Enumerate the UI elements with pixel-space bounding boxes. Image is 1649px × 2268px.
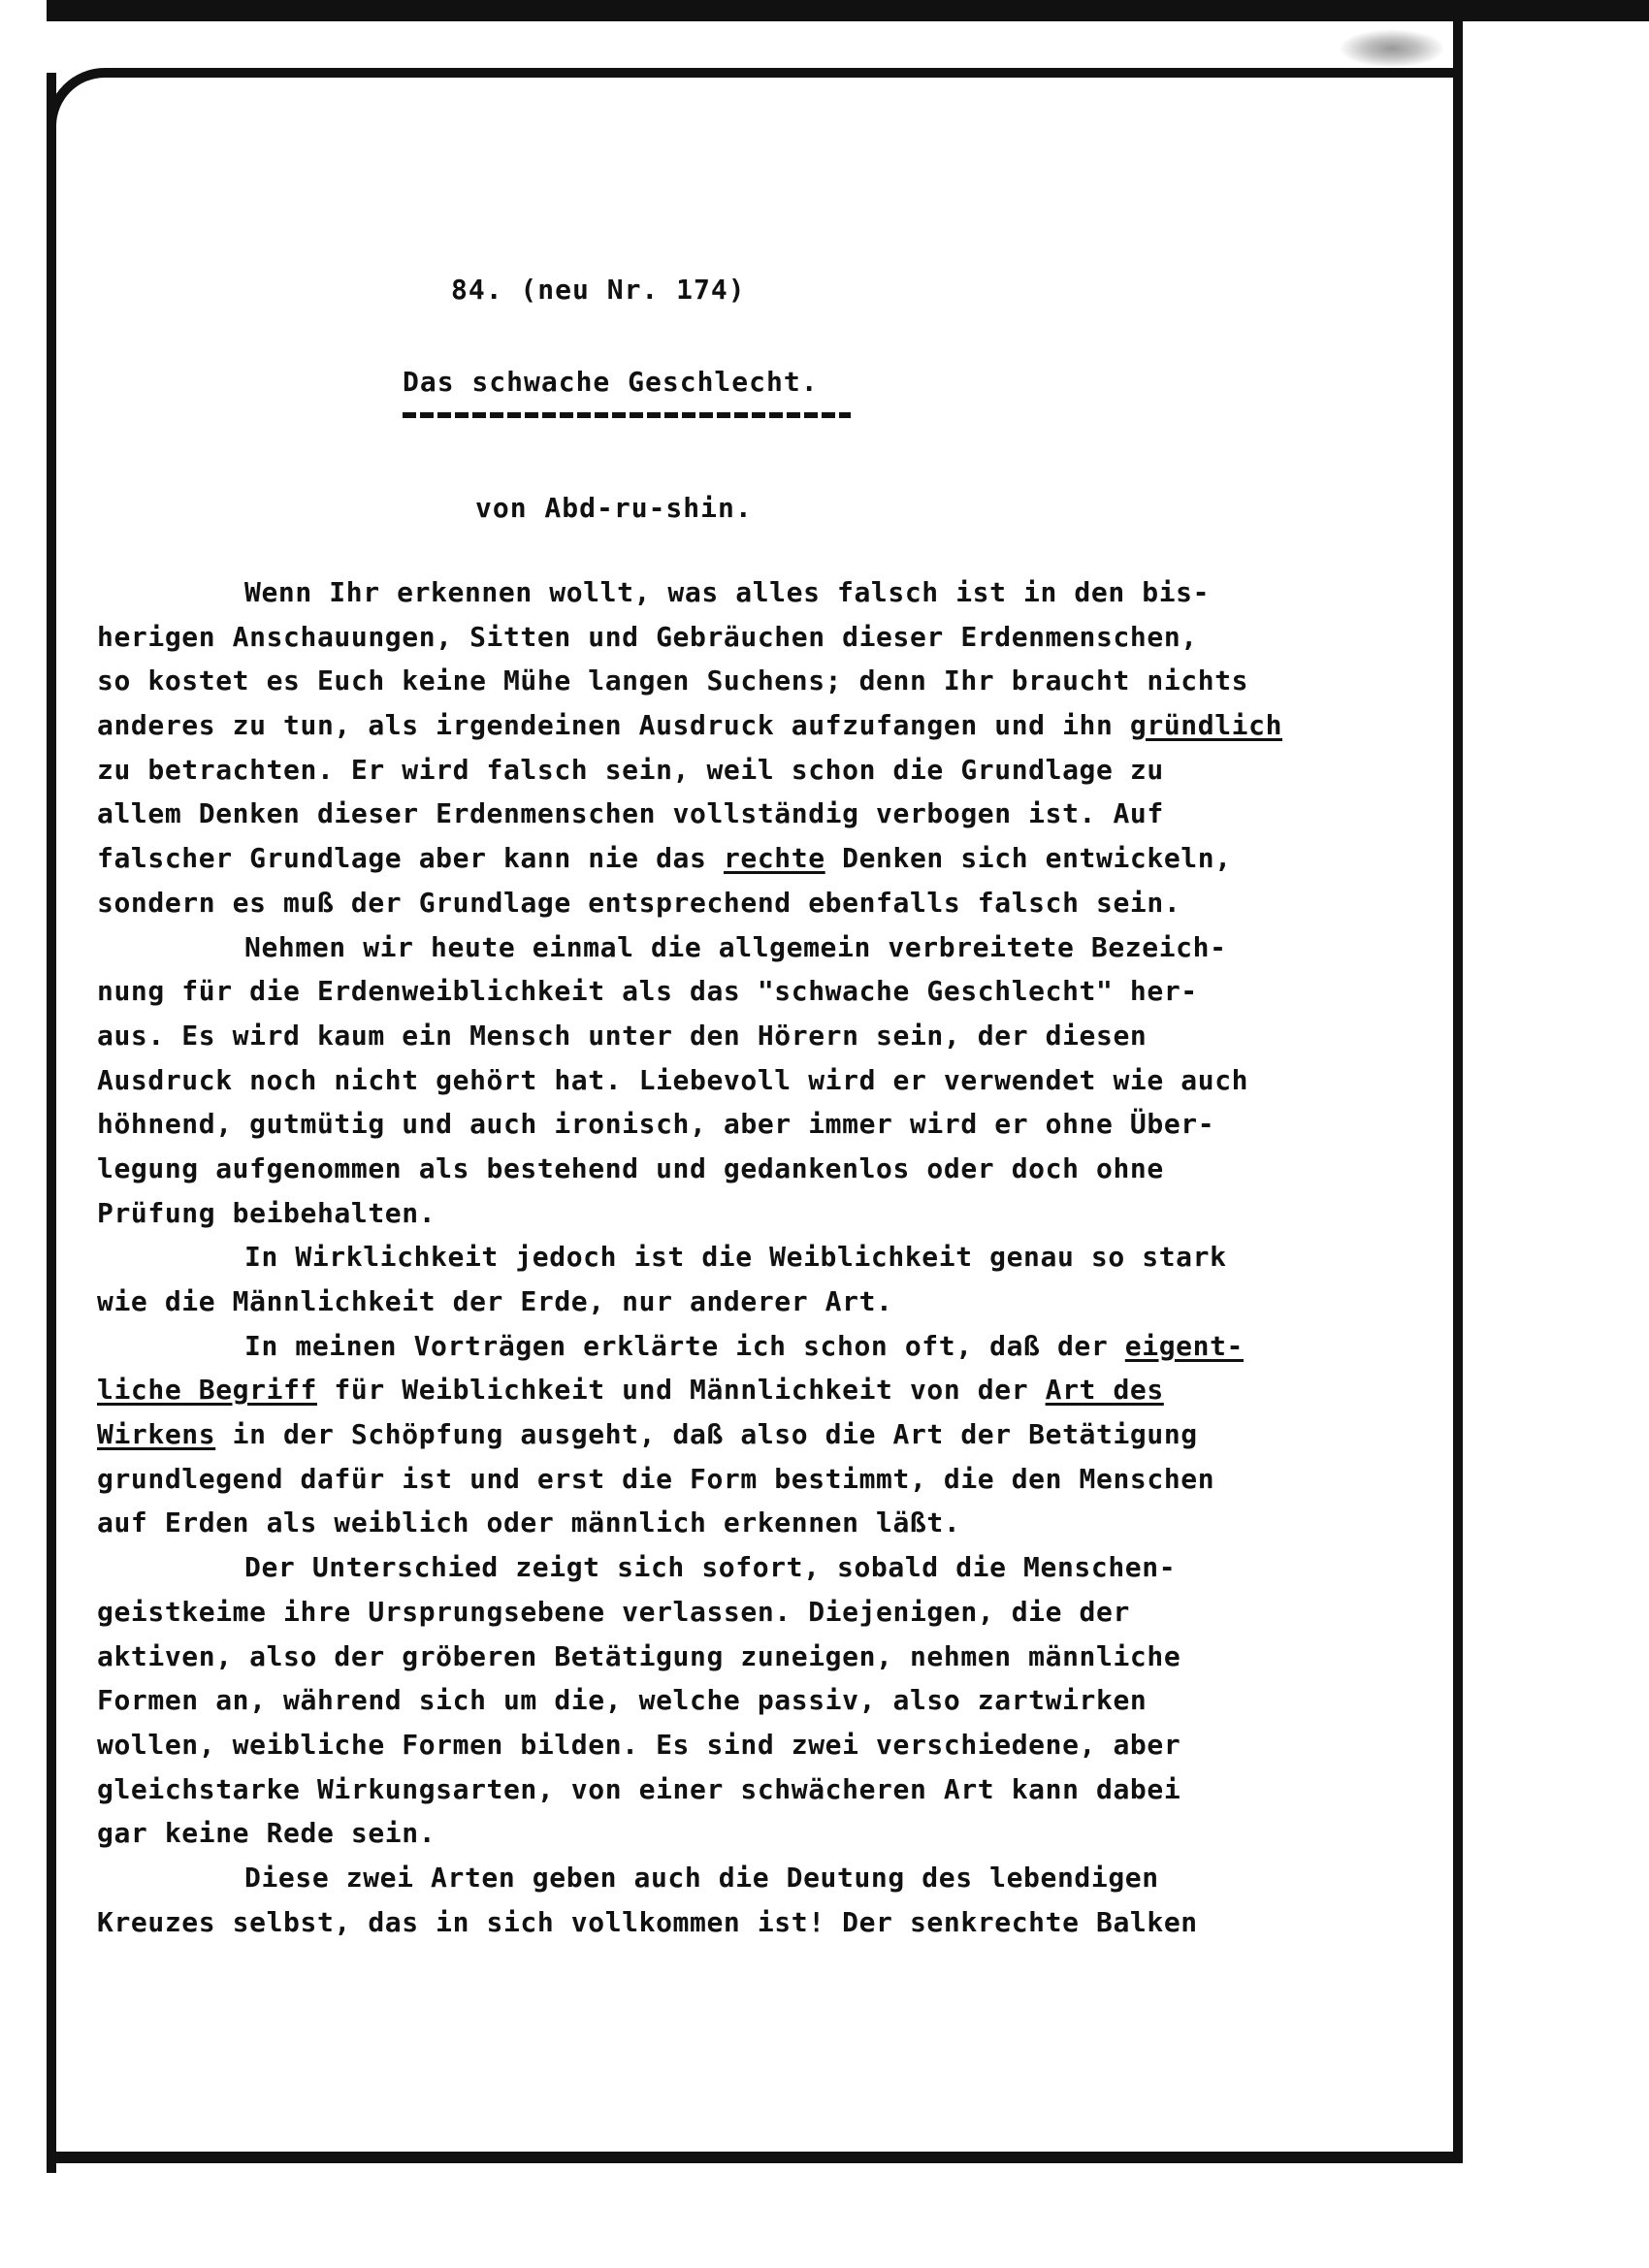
- text-line: [97, 1678, 1455, 1723]
- text-segment: Diese zwei Arten geben auch die Deutung des lebendigen: [244, 1861, 1159, 1894]
- text-segment: Nehmen wir heute einmal die allgemein verbreitete Bezeich-: [244, 930, 1227, 963]
- text-line: [97, 1545, 1455, 1590]
- text-line: [97, 1811, 1455, 1856]
- document-title: Das schwache Geschlecht.: [403, 366, 819, 398]
- text-line: [97, 969, 1455, 1014]
- typewritten-page: [97, 262, 1455, 2105]
- text-line: [97, 1324, 1455, 1369]
- text-segment: aktiven, also der gröberen Betätigung zuneigen, nehmen männliche: [97, 1639, 1181, 1672]
- text-segment: Formen an, während sich um die, welche passiv, also zartwirken: [97, 1684, 1148, 1717]
- scan-left-margin: [0, 0, 47, 2268]
- text-segment: In Wirklichkeit jedoch ist die Weiblichkeit genau so stark: [244, 1241, 1227, 1274]
- underlined-word: gründlich: [1129, 709, 1283, 742]
- text-line: [97, 881, 1455, 925]
- text-segment: wollen, weibliche Formen bilden. Es sind zwei verschiedene, aber: [97, 1728, 1181, 1761]
- scan-right-margin: [1463, 21, 1649, 2268]
- text-line: [97, 615, 1455, 660]
- text-segment: In meinen Vorträgen erklärte ich schon oft, daß der: [244, 1329, 1125, 1362]
- text-line: [97, 836, 1455, 881]
- document-author: von Abd-ru-shin.: [475, 492, 753, 524]
- text-segment: gar keine Rede sein.: [97, 1817, 436, 1850]
- text-line: [97, 1856, 1455, 1900]
- text-line: [97, 1501, 1455, 1545]
- text-segment: in der Schöpfung ausgeht, daß also die Art der Betätigung: [215, 1418, 1198, 1451]
- text-segment: auf Erden als weiblich oder männlich erkennen läßt.: [97, 1507, 961, 1539]
- text-segment: anderes zu tun, als irgendeinen Ausdruck aufzufangen und ihn: [97, 709, 1130, 742]
- text-line: [97, 792, 1455, 836]
- text-line: [97, 1058, 1455, 1103]
- text-line: [97, 1280, 1455, 1324]
- page-left-border: [47, 73, 56, 2173]
- text-segment: herigen Anschauungen, Sitten und Gebräuchen dieser Erdenmenschen,: [97, 620, 1198, 653]
- text-segment: gleichstarke Wirkungsarten, von einer schwächeren Art kann dabei: [97, 1772, 1181, 1805]
- text-segment: Prüfung beibehalten.: [97, 1196, 436, 1229]
- text-segment: grundlegend dafür ist und erst die Form bestimmt, die den Menschen: [97, 1462, 1215, 1495]
- text-line: [97, 1102, 1455, 1147]
- text-line: [97, 703, 1455, 748]
- scan-top-edge: [0, 0, 1649, 21]
- text-line: [97, 1368, 1455, 1412]
- text-segment: höhnend, gutmütig und auch ironisch, aber immer wird er ohne Über-: [97, 1108, 1215, 1141]
- text-segment: für Weiblichkeit und Männlichkeit von der: [316, 1374, 1046, 1407]
- text-segment: Denken sich entwickeln,: [824, 842, 1232, 875]
- text-segment: so kostet es Euch keine Mühe langen Suchens; denn Ihr braucht nichts: [97, 664, 1249, 697]
- text-segment: allem Denken dieser Erdenmenschen vollständig verbogen ist. Auf: [97, 797, 1164, 830]
- underlined-word: Wirkens: [97, 1418, 216, 1451]
- underlined-word: rechte: [723, 842, 825, 875]
- title-underline: [403, 412, 851, 418]
- text-line: [97, 570, 1455, 615]
- text-segment: aus. Es wird kaum ein Mensch unter den Hörern sein, der diesen: [97, 1019, 1148, 1052]
- text-segment: nung für die Erdenweiblichkeit als das "schwache Geschlecht" her-: [97, 975, 1198, 1008]
- text-segment: Wenn Ihr erkennen wollt, was alles falsch ist in den bis-: [244, 576, 1211, 608]
- text-line: [97, 1235, 1455, 1280]
- text-segment: Kreuzes selbst, das in sich vollkommen ist! Der senkrechte Balken: [97, 1905, 1198, 1938]
- text-line: [97, 1457, 1455, 1502]
- text-segment: zu betrachten. Er wird falsch sein, weil schon die Grundlage zu: [97, 753, 1164, 786]
- underlined-word: eigent-: [1124, 1329, 1244, 1362]
- text-line: [97, 1590, 1455, 1635]
- text-segment: sondern es muß der Grundlage entsprechend ebenfalls falsch sein.: [97, 886, 1181, 919]
- text-line: [97, 748, 1455, 793]
- scan-smudge: [1339, 29, 1445, 68]
- body-text: [97, 570, 1455, 1944]
- text-segment: falscher Grundlage aber kann nie das: [97, 842, 724, 875]
- page-bottom-border: [47, 2152, 1463, 2163]
- page-corner-curl: [47, 68, 124, 146]
- text-line: [97, 1635, 1455, 1679]
- text-line: [97, 1900, 1455, 1945]
- text-line: [97, 925, 1455, 970]
- text-line: [97, 1147, 1455, 1191]
- text-segment: Ausdruck noch nicht gehört hat. Liebevoll wird er verwendet wie auch: [97, 1063, 1249, 1096]
- text-line: [97, 1191, 1455, 1236]
- text-line: [97, 659, 1455, 703]
- page-top-border: [116, 68, 1455, 78]
- text-segment: Der Unterschied zeigt sich sofort, sobald die Menschen-: [244, 1551, 1177, 1584]
- text-segment: geistkeime ihre Ursprungsebene verlassen. Diejenigen, die der: [97, 1595, 1130, 1628]
- text-line: [97, 1412, 1455, 1457]
- text-line: [97, 1014, 1455, 1058]
- text-segment: wie die Männlichkeit der Erde, nur anderer Art.: [97, 1285, 893, 1317]
- text-line: [97, 1723, 1455, 1767]
- document-number: 84. (neu Nr. 174): [451, 274, 746, 306]
- text-segment: legung aufgenommen als bestehend und gedankenlos oder doch ohne: [97, 1151, 1164, 1184]
- underlined-word: liche Begriff: [97, 1374, 317, 1407]
- underlined-word: Art des: [1045, 1374, 1164, 1407]
- text-line: [97, 1767, 1455, 1812]
